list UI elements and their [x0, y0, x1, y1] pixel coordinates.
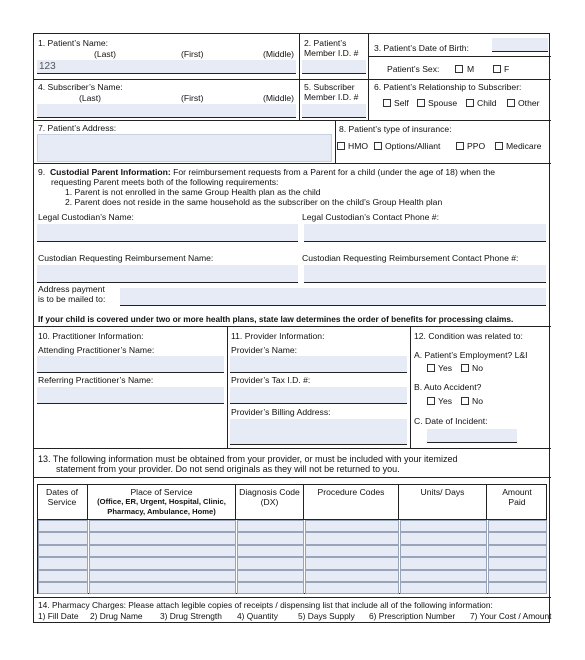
relationship-spouse-checkbox[interactable] — [417, 99, 425, 107]
table-cell[interactable] — [38, 557, 88, 569]
custodial-section-header — [38, 167, 495, 177]
relationship-spouse-label: Spouse — [428, 98, 458, 108]
divider — [34, 477, 551, 478]
patient-first-hint: (First) — [181, 49, 204, 59]
custodial-intro-2: requesting Parent meets both of the following requirements: — [51, 177, 279, 187]
header-amount-paid — [487, 484, 547, 520]
insurance-options-checkbox[interactable] — [374, 142, 382, 150]
relationship-child-checkbox[interactable] — [466, 99, 474, 107]
patient-name-field[interactable] — [37, 60, 296, 74]
table-cell[interactable] — [488, 545, 547, 557]
insurance-ppo-label: PPO — [467, 141, 486, 151]
divider — [34, 448, 551, 449]
table-cell[interactable] — [237, 532, 304, 544]
condition-label: 12. Condition was related to: — [414, 331, 523, 341]
pharmacy-item: 2) Drug Name — [90, 611, 143, 621]
table-cell[interactable] — [305, 570, 399, 582]
patient-last-hint: (Last) — [94, 49, 116, 59]
divider — [410, 326, 411, 448]
table-cell[interactable] — [305, 545, 399, 557]
legal-custodian-phone-label: Legal Custodian’s Contact Phone #: — [302, 212, 439, 222]
table-cell[interactable] — [89, 532, 236, 544]
condition-auto-label: B. Auto Accident? — [414, 382, 482, 392]
patient-name-value: 123 — [39, 61, 56, 72]
auto-yes-label: Yes — [438, 396, 453, 406]
pharmacy-charges-label: 14. Pharmacy Charges: Please attach legible copies of receipts / dispensing list that include all of the following information: — [38, 600, 493, 610]
table-cell[interactable] — [305, 532, 399, 544]
requesting-custodian-phone-label: Custodian Requesting Reimbursement Contact Phone #: — [302, 253, 519, 263]
sex-f-checkbox[interactable] — [493, 65, 501, 73]
auto-no-checkbox[interactable] — [461, 397, 469, 405]
table-cell[interactable] — [488, 520, 547, 532]
table-cell[interactable] — [38, 570, 88, 582]
auto-yes-checkbox[interactable] — [427, 397, 435, 405]
header-place-of-service-line-3: Pharmacy, Ambulance, Home) — [107, 507, 216, 516]
pharmacy-item: 3) Drug Strength — [160, 611, 222, 621]
header-amount-paid-line-2: Paid — [508, 497, 526, 507]
subscriber-last-hint: (Last) — [79, 93, 101, 103]
header-procedure-codes-line-1: Procedure Codes — [317, 487, 385, 497]
table-cell[interactable] — [237, 570, 304, 582]
referring-practitioner-field[interactable] — [37, 387, 224, 404]
provider-name-label: Provider’s Name: — [231, 345, 298, 355]
table-cell[interactable] — [38, 532, 88, 544]
sex-m-checkbox[interactable] — [455, 65, 463, 73]
claim-form — [33, 33, 550, 623]
subscriber-name-label: 4. Subscriber’s Name: — [38, 82, 123, 92]
table-cell[interactable] — [237, 545, 304, 557]
divider — [34, 79, 551, 80]
employment-yes-checkbox[interactable] — [427, 364, 435, 372]
requesting-custodian-name-label: Custodian Requesting Reimbursement Name: — [38, 253, 214, 263]
patient-name-label: 1. Patient’s Name: — [38, 38, 109, 48]
table-cell[interactable] — [237, 520, 304, 532]
table-cell[interactable] — [488, 582, 547, 594]
divider — [335, 120, 336, 163]
employment-no-checkbox[interactable] — [461, 364, 469, 372]
header-dates-of-service — [37, 484, 88, 520]
table-cell[interactable] — [488, 570, 547, 582]
practitioner-info-label: 10. Practitioner Information: — [38, 331, 144, 341]
payment-address-field[interactable] — [120, 288, 546, 306]
header-units-days — [399, 484, 487, 520]
table-cell[interactable] — [400, 520, 487, 532]
legal-custodian-phone-field[interactable] — [304, 224, 546, 242]
pharmacy-item: 4) Quantity — [237, 611, 278, 621]
sex-m-label: M — [467, 64, 475, 74]
insurance-medicare-checkbox[interactable] — [495, 142, 503, 150]
table-cell[interactable] — [89, 582, 236, 594]
requesting-custodian-name-field[interactable] — [37, 265, 298, 283]
table-cell[interactable] — [237, 582, 304, 594]
subscriber-name-field[interactable] — [37, 104, 296, 118]
header-diagnosis-code-line-2: (DX) — [260, 497, 279, 507]
section13-line2: statement from your provider. Do not send originals as they will not be returned to you. — [56, 464, 400, 474]
patient-address-field[interactable] — [37, 134, 332, 162]
sex-f-label: F — [504, 64, 510, 74]
relationship-label: 6. Patient’s Relationship to Subscriber: — [374, 82, 522, 92]
table-cell[interactable] — [400, 532, 487, 544]
patient-address-label: 7. Patient’s Address: — [38, 123, 117, 133]
table-cell[interactable] — [38, 582, 88, 594]
table-cell[interactable] — [89, 520, 236, 532]
custodial-req-1: 1. Parent is not enrolled in the same Group Health plan as the child — [65, 187, 321, 197]
relationship-self-label: Self — [394, 98, 409, 108]
divider — [299, 34, 300, 79]
table-cell[interactable] — [89, 545, 236, 557]
divider — [368, 79, 369, 120]
subscriber-member-id-label-1: 5. Subscriber — [304, 82, 355, 92]
header-place-of-service-line-2: (Office, ER, Urgent, Hospital, Clinic, — [97, 497, 226, 506]
provider-billing-address-label: Provider’s Billing Address: — [231, 407, 331, 417]
patient-member-id-label-2: Member I.D. # — [304, 48, 359, 58]
header-diagnosis-code-line-1: Diagnosis Code — [239, 487, 300, 497]
payment-address-label-1: Address payment — [38, 284, 105, 294]
custodial-num: 9. — [38, 167, 46, 177]
header-dates-of-service-line-2: Service — [47, 497, 77, 507]
header-dates-of-service-line-1: Dates of — [45, 487, 78, 497]
pharmacy-item: 1) Fill Date — [38, 611, 79, 621]
insurance-hmo-label: HMO — [348, 141, 369, 151]
provider-info-label: 11. Provider Information: — [231, 331, 325, 341]
table-cell[interactable] — [305, 520, 399, 532]
relationship-other-checkbox[interactable] — [507, 99, 515, 107]
table-cell[interactable] — [400, 570, 487, 582]
table-cell[interactable] — [89, 570, 236, 582]
subscriber-middle-hint: (Middle) — [263, 93, 295, 103]
custodial-title: Custodial Parent Information: — [49, 167, 171, 177]
pharmacy-item: 7) Your Cost / Amount — [470, 611, 552, 621]
sex-label: Patient’s Sex: — [387, 64, 440, 74]
table-cell[interactable] — [89, 557, 236, 569]
incident-date-field[interactable] — [427, 429, 517, 443]
patient-member-id-label-1: 2. Patient’s — [304, 38, 347, 48]
insurance-ppo-checkbox[interactable] — [456, 142, 464, 150]
divider — [227, 326, 228, 448]
table-cell[interactable] — [488, 557, 547, 569]
auto-no-label: No — [472, 396, 483, 406]
relationship-other-label: Other — [518, 98, 540, 108]
divider — [368, 56, 551, 57]
subscriber-member-id-label-2: Member I.D. # — [304, 92, 359, 102]
insurance-type-label: 8. Patient’s type of insurance: — [339, 124, 452, 134]
custodial-intro: For reimbursement requests from a Parent for a child (under the age of 18) when the — [170, 167, 496, 177]
custodial-req-2: 2. Parent does not reside in the same household as the subscriber on the child’s Group Health plan — [65, 197, 443, 207]
patient-middle-hint: (Middle) — [263, 49, 295, 59]
attending-practitioner-field[interactable] — [37, 356, 224, 373]
table-cell[interactable] — [38, 520, 88, 532]
header-place-of-service — [88, 484, 236, 520]
dob-label: 3. Patient’s Date of Birth: — [374, 43, 469, 53]
condition-employment-label: A. Patient’s Employment? L&I — [414, 350, 528, 360]
table-cell[interactable] — [305, 557, 399, 569]
attending-practitioner-label: Attending Practitioner’s Name: — [38, 345, 155, 355]
header-place-of-service-line-1: Place of Service — [130, 487, 193, 497]
pharmacy-item: 5) Days Supply — [298, 611, 355, 621]
insurance-hmo-checkbox[interactable] — [337, 142, 345, 150]
divider — [34, 326, 551, 327]
table-cell[interactable] — [38, 545, 88, 557]
divider — [34, 163, 551, 164]
section13-line1: 13. The following information must be obtained from your provider, or must be included with your itemized — [38, 454, 458, 464]
subscriber-member-id-field[interactable] — [302, 104, 366, 118]
legal-custodian-name-field[interactable] — [37, 224, 298, 242]
divider — [299, 79, 300, 120]
pharmacy-item: 6) Prescription Number — [369, 611, 456, 621]
incident-date-label: C. Date of Incident: — [414, 416, 488, 426]
header-amount-paid-line-1: Amount — [502, 487, 532, 497]
table-cell[interactable] — [488, 532, 547, 544]
provider-tax-id-label: Provider’s Tax I.D. #: — [231, 375, 311, 385]
relationship-self-checkbox[interactable] — [383, 99, 391, 107]
subscriber-first-hint: (First) — [181, 93, 204, 103]
table-cell[interactable] — [237, 557, 304, 569]
coordination-notice: If your child is covered under two or more health plans, state law determines the order of benefits for processing claims. — [38, 314, 514, 324]
relationship-child-label: Child — [477, 98, 497, 108]
patient-member-id-field[interactable] — [302, 60, 366, 74]
referring-practitioner-label: Referring Practitioner’s Name: — [38, 375, 154, 385]
insurance-options-label: Options/Alliant — [385, 141, 441, 151]
table-cell[interactable] — [400, 557, 487, 569]
employment-yes-label: Yes — [438, 363, 453, 373]
payment-address-label-2: is to be mailed to: — [38, 294, 106, 304]
header-diagnosis-code — [236, 484, 304, 520]
insurance-medicare-label: Medicare — [506, 141, 542, 151]
legal-custodian-name-label: Legal Custodian’s Name: — [38, 212, 134, 222]
table-cell[interactable] — [305, 582, 399, 594]
divider — [34, 597, 551, 598]
employment-no-label: No — [472, 363, 483, 373]
provider-tax-id-field[interactable] — [230, 387, 407, 404]
dob-field[interactable] — [492, 38, 548, 52]
provider-billing-address-field[interactable] — [230, 419, 407, 445]
table-cell[interactable] — [400, 545, 487, 557]
divider — [34, 120, 551, 121]
header-units-days-line-1: Units/ Days — [420, 487, 465, 497]
provider-name-field[interactable] — [230, 356, 407, 373]
header-procedure-codes — [304, 484, 399, 520]
requesting-custodian-phone-field[interactable] — [304, 265, 546, 283]
table-cell[interactable] — [400, 582, 487, 594]
